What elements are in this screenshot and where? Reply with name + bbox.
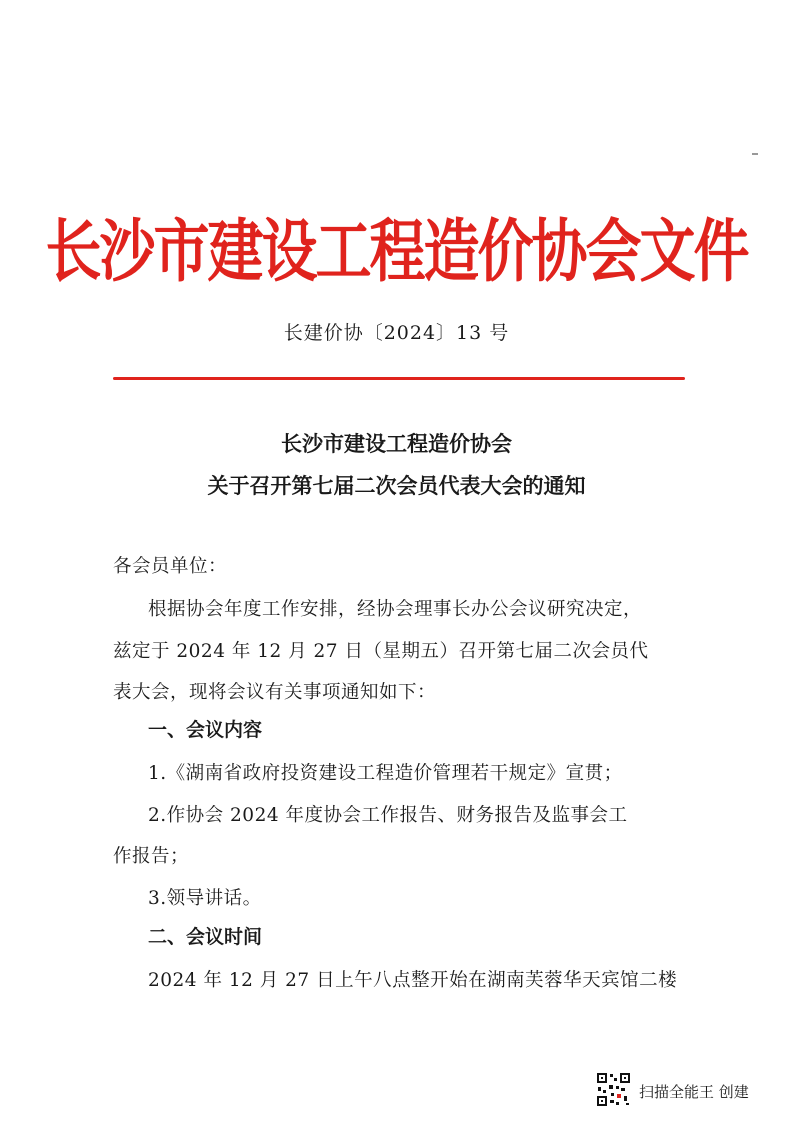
document-number: 长建价协〔2024〕13 号 [283, 322, 510, 344]
scan-speck [752, 153, 758, 155]
list-item-2-line2: 作报告； [113, 846, 190, 867]
notice-title-line1: 长沙市建设工程造价协会 [281, 432, 512, 456]
qr-code-icon [596, 1072, 631, 1107]
list-item-3: 3.领导讲话。 [148, 888, 262, 909]
section-heading-time: 二、会议时间 [148, 926, 263, 948]
notice-title-line2: 关于召开第七届二次会员代表大会的通知 [207, 474, 586, 498]
list-item-1: 1.《湖南省政府投资建设工程造价管理若干规定》宣贯； [148, 763, 623, 784]
section-heading-content: 一、会议内容 [148, 719, 263, 741]
meeting-time-line: 2024 年 12 月 27 日上午八点整开始在湖南芙蓉华天宾馆二楼 [148, 970, 678, 991]
intro-line-2: 兹定于 2024 年 12 月 27 日（星期五）召开第七届二次会员代 [113, 641, 649, 662]
intro-line-3: 表大会，现将会议有关事项通知如下： [113, 682, 437, 703]
intro-line-1: 根据协会年度工作安排，经协会理事长办公会议研究决定， [148, 599, 643, 620]
red-divider-line [113, 377, 685, 380]
document-masthead: 长沙市建设工程造价协会文件 [45, 211, 748, 292]
salutation: 各会员单位： [113, 556, 228, 577]
list-item-2-line1: 2.作协会 2024 年度协会工作报告、财务报告及监事会工 [148, 805, 628, 826]
scanner-watermark-label: 扫描全能王 创建 [639, 1083, 749, 1101]
